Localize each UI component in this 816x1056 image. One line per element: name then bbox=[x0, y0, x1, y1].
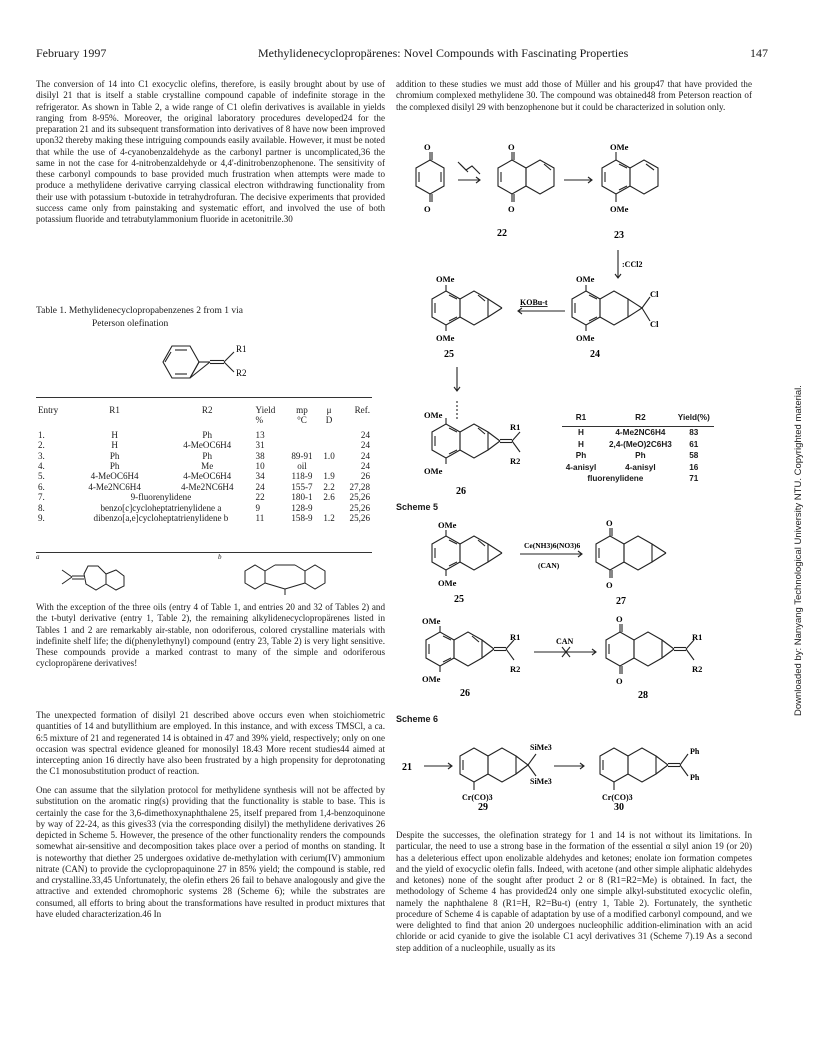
table1-cell: 4-MeOC6H4 bbox=[183, 471, 232, 482]
r-table-cell: fluorenylidene bbox=[587, 474, 644, 484]
compound-label: 23 bbox=[614, 230, 624, 241]
r-table-header: Yield(%) bbox=[677, 413, 710, 422]
table1-units-row bbox=[36, 415, 372, 425]
atom-label: R1 bbox=[510, 632, 521, 642]
table1-bottom-rule bbox=[36, 552, 372, 553]
table1-cell: 13 bbox=[255, 429, 265, 440]
table1-cell: 25,26 bbox=[349, 502, 370, 513]
table1-cell bbox=[285, 430, 319, 440]
scheme5-row1 bbox=[396, 142, 756, 242]
atom-label: R2 bbox=[510, 664, 521, 674]
table1-cell: 158-9 bbox=[291, 513, 313, 524]
table1-cell: oil bbox=[297, 461, 307, 472]
r-table-cell: H bbox=[578, 428, 584, 438]
table1-header: μ bbox=[326, 405, 332, 415]
table1-cell: 1.2 bbox=[323, 513, 335, 524]
atom-label: O bbox=[606, 520, 613, 528]
table1-row bbox=[36, 513, 372, 523]
table1-cell: 31 bbox=[255, 440, 265, 451]
table1-caption-line1: Table 1. Methylidenecyclopropabenzenes 2 from 1 via bbox=[36, 306, 243, 316]
table1-cell: 155-7 bbox=[291, 481, 313, 492]
table1-cell: 22 bbox=[255, 492, 265, 503]
atom-label: SiMe3 bbox=[530, 743, 552, 752]
atom-label: R1 bbox=[510, 422, 521, 432]
r-table-cell: 16 bbox=[689, 462, 699, 472]
table1-cell: 24 bbox=[360, 461, 370, 472]
table1-cell: 1. bbox=[38, 429, 45, 440]
table1-cell: 128-9 bbox=[291, 502, 313, 513]
atom-label: OMe bbox=[438, 578, 457, 588]
r-table-row bbox=[556, 450, 713, 461]
table1-cell bbox=[319, 503, 340, 513]
r-table-row bbox=[556, 427, 713, 438]
r-table-cell: H bbox=[578, 439, 584, 449]
compound-label: 30 bbox=[614, 802, 624, 813]
compound-label: 25 bbox=[444, 349, 454, 360]
table1-cell: 25,26 bbox=[349, 492, 370, 503]
atom-label: OMe bbox=[610, 142, 629, 152]
table1-cell: 3. bbox=[38, 450, 45, 461]
table1-cell: 180-1 bbox=[291, 492, 313, 503]
atom-label: Ph bbox=[690, 773, 700, 782]
table1-cell: benzo[c]cycloheptatrienylidene a bbox=[100, 502, 222, 513]
table1-cell: 11 bbox=[255, 513, 265, 524]
r-table-cell: Ph bbox=[575, 451, 587, 461]
table1-cell: 9 bbox=[255, 502, 261, 513]
atom-label: OMe bbox=[610, 204, 629, 214]
r-table-header-row bbox=[556, 412, 713, 423]
r-table-cell: 71 bbox=[689, 474, 699, 484]
footnote-a-structure bbox=[40, 558, 130, 594]
table1-caption-line2: Peterson olefination bbox=[92, 319, 169, 329]
table1-top-rule bbox=[36, 397, 372, 398]
r-table-row bbox=[556, 473, 713, 484]
r-table-cell: 4-anisyl bbox=[625, 462, 656, 472]
atom-label: Ph bbox=[690, 747, 700, 756]
compound-label: 21 bbox=[402, 762, 412, 773]
table1-cell: 118-9 bbox=[291, 471, 313, 482]
r-table-cell: 61 bbox=[689, 439, 699, 449]
table1-header: Entry bbox=[38, 405, 59, 415]
table1-cell: 2.6 bbox=[323, 492, 335, 503]
table1-cell: 89-91 bbox=[291, 450, 313, 461]
table1 bbox=[36, 405, 372, 523]
atom-label: OMe bbox=[422, 616, 441, 626]
table1-cell: 1.0 bbox=[323, 450, 335, 461]
atom-label: OMe bbox=[422, 674, 441, 684]
compound-label: 26 bbox=[460, 688, 470, 699]
table1-cell: H bbox=[111, 429, 118, 440]
reagent-kobu: KOBu-t bbox=[520, 298, 548, 307]
table1-cell: 4-Me2NC6H4 bbox=[88, 481, 141, 492]
page-number: 147 bbox=[750, 46, 768, 60]
reagent-can-formula: Ce(NH3)6(NO3)6 bbox=[524, 541, 581, 550]
r-table-cell: 58 bbox=[689, 451, 699, 461]
atom-label: OMe bbox=[436, 333, 455, 343]
table1-row bbox=[36, 471, 372, 481]
table1-cell: 1.9 bbox=[323, 471, 335, 482]
table1-cell: 8. bbox=[38, 502, 45, 513]
compound-label: 24 bbox=[590, 349, 600, 360]
r-table-cell: 2,4-(MeO)2C6H3 bbox=[609, 439, 672, 449]
atom-label: OMe bbox=[438, 520, 457, 530]
compound-label: 29 bbox=[478, 802, 488, 813]
table1-header: Yield bbox=[255, 405, 276, 415]
table1-cell: 2.2 bbox=[323, 481, 335, 492]
table1-cell: Me bbox=[201, 461, 214, 472]
table1-cell: Ph bbox=[202, 450, 213, 461]
table1-cell: 7. bbox=[38, 492, 45, 503]
atom-label: OMe bbox=[424, 466, 443, 476]
r-table-header: R2 bbox=[635, 413, 646, 422]
download-watermark: Downloaded by: Nanyang Technological University NTU. Copyrighted material. bbox=[793, 385, 804, 716]
r-table-cell: Ph bbox=[635, 451, 646, 461]
scheme5-label: Scheme 5 bbox=[396, 502, 439, 512]
r-table-cell: 4-anisyl bbox=[565, 462, 597, 472]
atom-label: R2 bbox=[692, 664, 703, 674]
r-table-row bbox=[556, 439, 713, 450]
atom-label: O bbox=[508, 142, 515, 152]
table1-row bbox=[36, 482, 372, 492]
compound-label: 27 bbox=[616, 596, 626, 607]
table1-row bbox=[36, 503, 372, 513]
atom-label: O bbox=[616, 614, 623, 624]
table1-header-row bbox=[36, 405, 372, 415]
running-date: February 1997 bbox=[36, 46, 107, 60]
struct-r1-label: R1 bbox=[236, 344, 247, 354]
r-substituent-table bbox=[556, 412, 713, 484]
table1-cell: 9-fluorenylidene bbox=[130, 492, 192, 503]
r-table-row bbox=[556, 462, 713, 473]
table1-cell: 24 bbox=[360, 440, 370, 451]
r-table-cell: 4-Me2NC6H4 bbox=[615, 428, 666, 438]
reagent-ccl2: :CCl2 bbox=[622, 260, 643, 269]
atom-label: O bbox=[424, 204, 431, 214]
table1-cell bbox=[319, 440, 340, 450]
atom-label: R2 bbox=[510, 456, 521, 466]
table1-cell: Ph bbox=[202, 429, 213, 440]
chromium-scheme bbox=[396, 730, 726, 826]
table1-cell: dibenzo[a,e]cycloheptatrienylidene b bbox=[93, 513, 229, 524]
scheme6-label: Scheme 6 bbox=[396, 714, 439, 724]
atom-label: OMe bbox=[436, 275, 455, 284]
table1-cell: H bbox=[111, 440, 118, 451]
r-table-header: R1 bbox=[575, 413, 587, 422]
table1-cell: 2. bbox=[38, 440, 45, 451]
atom-label: O bbox=[424, 142, 431, 152]
table1-header: R2 bbox=[201, 405, 213, 415]
atom-label: SiMe3 bbox=[530, 777, 552, 786]
table1-cell: 26 bbox=[360, 471, 370, 482]
compound-label: 22 bbox=[497, 228, 507, 239]
reagent-can: CAN bbox=[556, 637, 574, 646]
compound-label: 28 bbox=[638, 690, 648, 701]
table1-cell: 27,28 bbox=[349, 481, 370, 492]
atom-label: O bbox=[616, 676, 623, 686]
atom-label: OMe bbox=[576, 275, 595, 284]
table1-cell: 24 bbox=[360, 450, 370, 461]
right-paragraph-2: Despite the successes, the olefination strategy for 1 and 14 is not without its limitations. In particular, the need to use a strong base in the formation of the essential α silyl anion 19 (or 20) has a deleterious effect upon enolizable aldehydes and ketones; enolate ion formation competes and the yield of exocyclic olefin falls. Indeed, with acetone (and other simple aliphatic aldehydes and ketones) none of the sought after product 2 or 8 (R1=R2=Me) is obtained. In fact, the methodology of Scheme 4 has provided24 only one simple alkyl-substituted exocyclic olefin, namely the naphthalene 8 (R1=H, R2=Bu-t) (entry 1, Table 2). Fortunately, the synthetic procedure of Scheme 4 is capable of adaptation by use of a modified carbonyl compound, and we were delighted to find that anion 20 undergoes nucleophilic addition-elimination with an acid chloride or acid cyanide to give the isolable C1 acyl derivatives 31 (Scheme 7).19 As a second step addition of a nucleophile, usually as its bbox=[396, 830, 752, 953]
compound-label: 25 bbox=[454, 594, 464, 605]
scheme6-row bbox=[410, 612, 720, 708]
atom-label: R1 bbox=[692, 632, 703, 642]
left-paragraph-1: The conversion of 14 into C1 exocyclic olefins, therefore, is easily brought about by use of disilyl 21 that is itself a stable crystalline compound capable of indefinite storage in the refrigerator. As shown in Table 2, a wide range of C1 olefin derivatives is available in yields ranging from 8-95%. Moreover, the original laboratory procedures developed24 for the preparation 21 and its subsequent transformation into derivatives of 8 have now been improved upon32 thereby making these intriguing compounds easily available. However, it must be noted that while the use of 4-cyanobenzaldehyde as the carbonyl partner is uncomplicated,36 the same in not the case for 4-nitrobenzaldehyde or 4,4'-dinitrobenzophenone. The sensitivity of these carbonyl compounds to base provided much frustration when attempts were made to produce a methylidene derivative carrying classical electron withdrawing functionality from their use with potassium t-butoxide in tetrahydrofuran. The decisive experiments that provided success came only from painstaking and systematic effort, and involved the use of both potassium fluoride and tetrabutylammonium fluoride in acetonitrile.30 bbox=[36, 79, 385, 224]
table1-row bbox=[36, 430, 372, 440]
r-table-cell: 83 bbox=[689, 428, 699, 438]
table1-row bbox=[36, 492, 372, 502]
table1-cell: 4. bbox=[38, 461, 45, 472]
table1-header: R1 bbox=[109, 405, 120, 415]
struct-r2-label: R2 bbox=[236, 368, 247, 378]
atom-label: OMe bbox=[424, 410, 443, 420]
table1-cell: 25,26 bbox=[349, 513, 370, 524]
atom-label: O bbox=[606, 580, 613, 590]
table1-cell bbox=[319, 461, 340, 471]
table1-row bbox=[36, 461, 372, 471]
table1-unit: D bbox=[325, 415, 333, 426]
right-paragraph-1: addition to these studies we must add those of Müller and his group47 that have provided the chromium complexed methylidene 30. The compound was obtained48 from Peterson reaction of the complexed disilyl 29 with benzophenone but it could be characterized in solution only. bbox=[396, 79, 752, 112]
left-paragraph-2: With the exception of the three oils (entry 4 of Table 1, and entries 20 and 32 of Tables 2) and the t-butyl derivative (entry 1, Table 2), the remaining alkylidenecyclopropärenes listed in Tables 1 and 2 are remarkably air-stable, non odoriferous, colored crystalline materials with indefinite shelf life; the di(phenylethynyl) compound (entry 23, Table 2) is very light sensitive. These compounds provide a marked contrast to many of the simple and odoriferous cyclopropärene derivatives! bbox=[36, 602, 385, 669]
table1-cell: 5. bbox=[38, 471, 45, 482]
table1-unit: °C bbox=[297, 415, 307, 426]
table1-cell: 6. bbox=[38, 481, 45, 492]
left-paragraph-3: The unexpected formation of disilyl 21 described above occurs even when stoichiometric quantities of 14 and butyllithium are employed. In this instance, and with excess TMSCl, a ca. 6:5 mixture of 21 and regenerated 14 is obtained in 47 and 39% yield, respectively; only on one occasion was spectral evidence gleaned for monosilyl 18.43 More recent studies44 aimed at intercepting anion 16 directly have also been frustrated by a high propensity for deprotonating the C1 monosubstitution product of reaction. bbox=[36, 710, 385, 777]
scheme5-can-row bbox=[420, 520, 680, 612]
atom-label: OMe bbox=[576, 333, 595, 343]
table1-row bbox=[36, 451, 372, 461]
table1-structure bbox=[150, 336, 260, 390]
table1-cell: 4-Me2NC6H4 bbox=[180, 481, 234, 492]
compound-26-structure bbox=[420, 408, 530, 498]
table1-cell bbox=[319, 430, 340, 440]
left-paragraph-4: One can assume that the silylation protocol for methylidene synthesis will not be affected by substitution on the aromatic ring(s) providing that the functionality is stable to base. This is certainly the case for the 3,6-dimethoxynaphthalene 25, itself prepared from 1,4-benzoquinone by way of 22-24, as this gives33 (via the corresponding disilyl) the methylidene derivatives 26 depicted in Scheme 5. However, the presence of the other functionality renders the compounds somewhat air-sensitive and decomposition takes place over a period of months on standing. It is noteworthy that diether 25 undergoes oxidative de-methylation with cerium(IV) ammonium nitrate (CAN) to provide the cyclopropaquinone 27 in 85% yield; the compound is stable, red and crystalline.33,45 Unfortunately, the olefin ethers 26 fail to behave analogously and give the attractive and extended chromophoric systems 28 (Scheme 6); while the substrates are consumed, all efforts to bring about the transformations have resulted in product mixtures that have eluded characterization.46 In bbox=[36, 785, 385, 919]
footnote-a-marker: a bbox=[36, 553, 40, 561]
table1-cell: 24 bbox=[255, 481, 265, 492]
table1-row bbox=[36, 440, 372, 450]
table1-cell: 10 bbox=[255, 461, 265, 472]
atom-label: Cr(CO)3 bbox=[462, 793, 493, 802]
table1-cell: Ph bbox=[109, 450, 120, 461]
table1-cell: Ph bbox=[109, 461, 120, 472]
scheme5-row2 bbox=[420, 275, 680, 365]
table1-cell: 24 bbox=[360, 429, 370, 440]
reagent-can-abbrev: (CAN) bbox=[538, 561, 560, 570]
running-title: Methylidenecyclopropärenes: Novel Compounds with Fascinating Properties bbox=[258, 46, 629, 60]
atom-label: Cl bbox=[650, 319, 659, 329]
footnote-b-structure bbox=[225, 557, 355, 597]
table1-unit: % bbox=[255, 415, 264, 426]
table1-cell: 4-MeOC6H4 bbox=[183, 440, 232, 451]
atom-label: Cr(CO)3 bbox=[602, 793, 633, 802]
footnote-b-marker: b bbox=[218, 553, 222, 561]
table1-cell: 38 bbox=[255, 450, 265, 461]
table1-cell bbox=[285, 440, 319, 450]
table1-header: Ref. bbox=[354, 405, 370, 415]
table1-cell: 34 bbox=[255, 471, 265, 482]
table1-header: mp bbox=[296, 405, 308, 415]
atom-label: Cl bbox=[650, 289, 659, 299]
table1-cell: 4-MeOC6H4 bbox=[90, 471, 139, 482]
table1-cell: 9. bbox=[38, 513, 45, 524]
atom-label: O bbox=[508, 204, 515, 214]
compound-label: 26 bbox=[456, 486, 466, 497]
